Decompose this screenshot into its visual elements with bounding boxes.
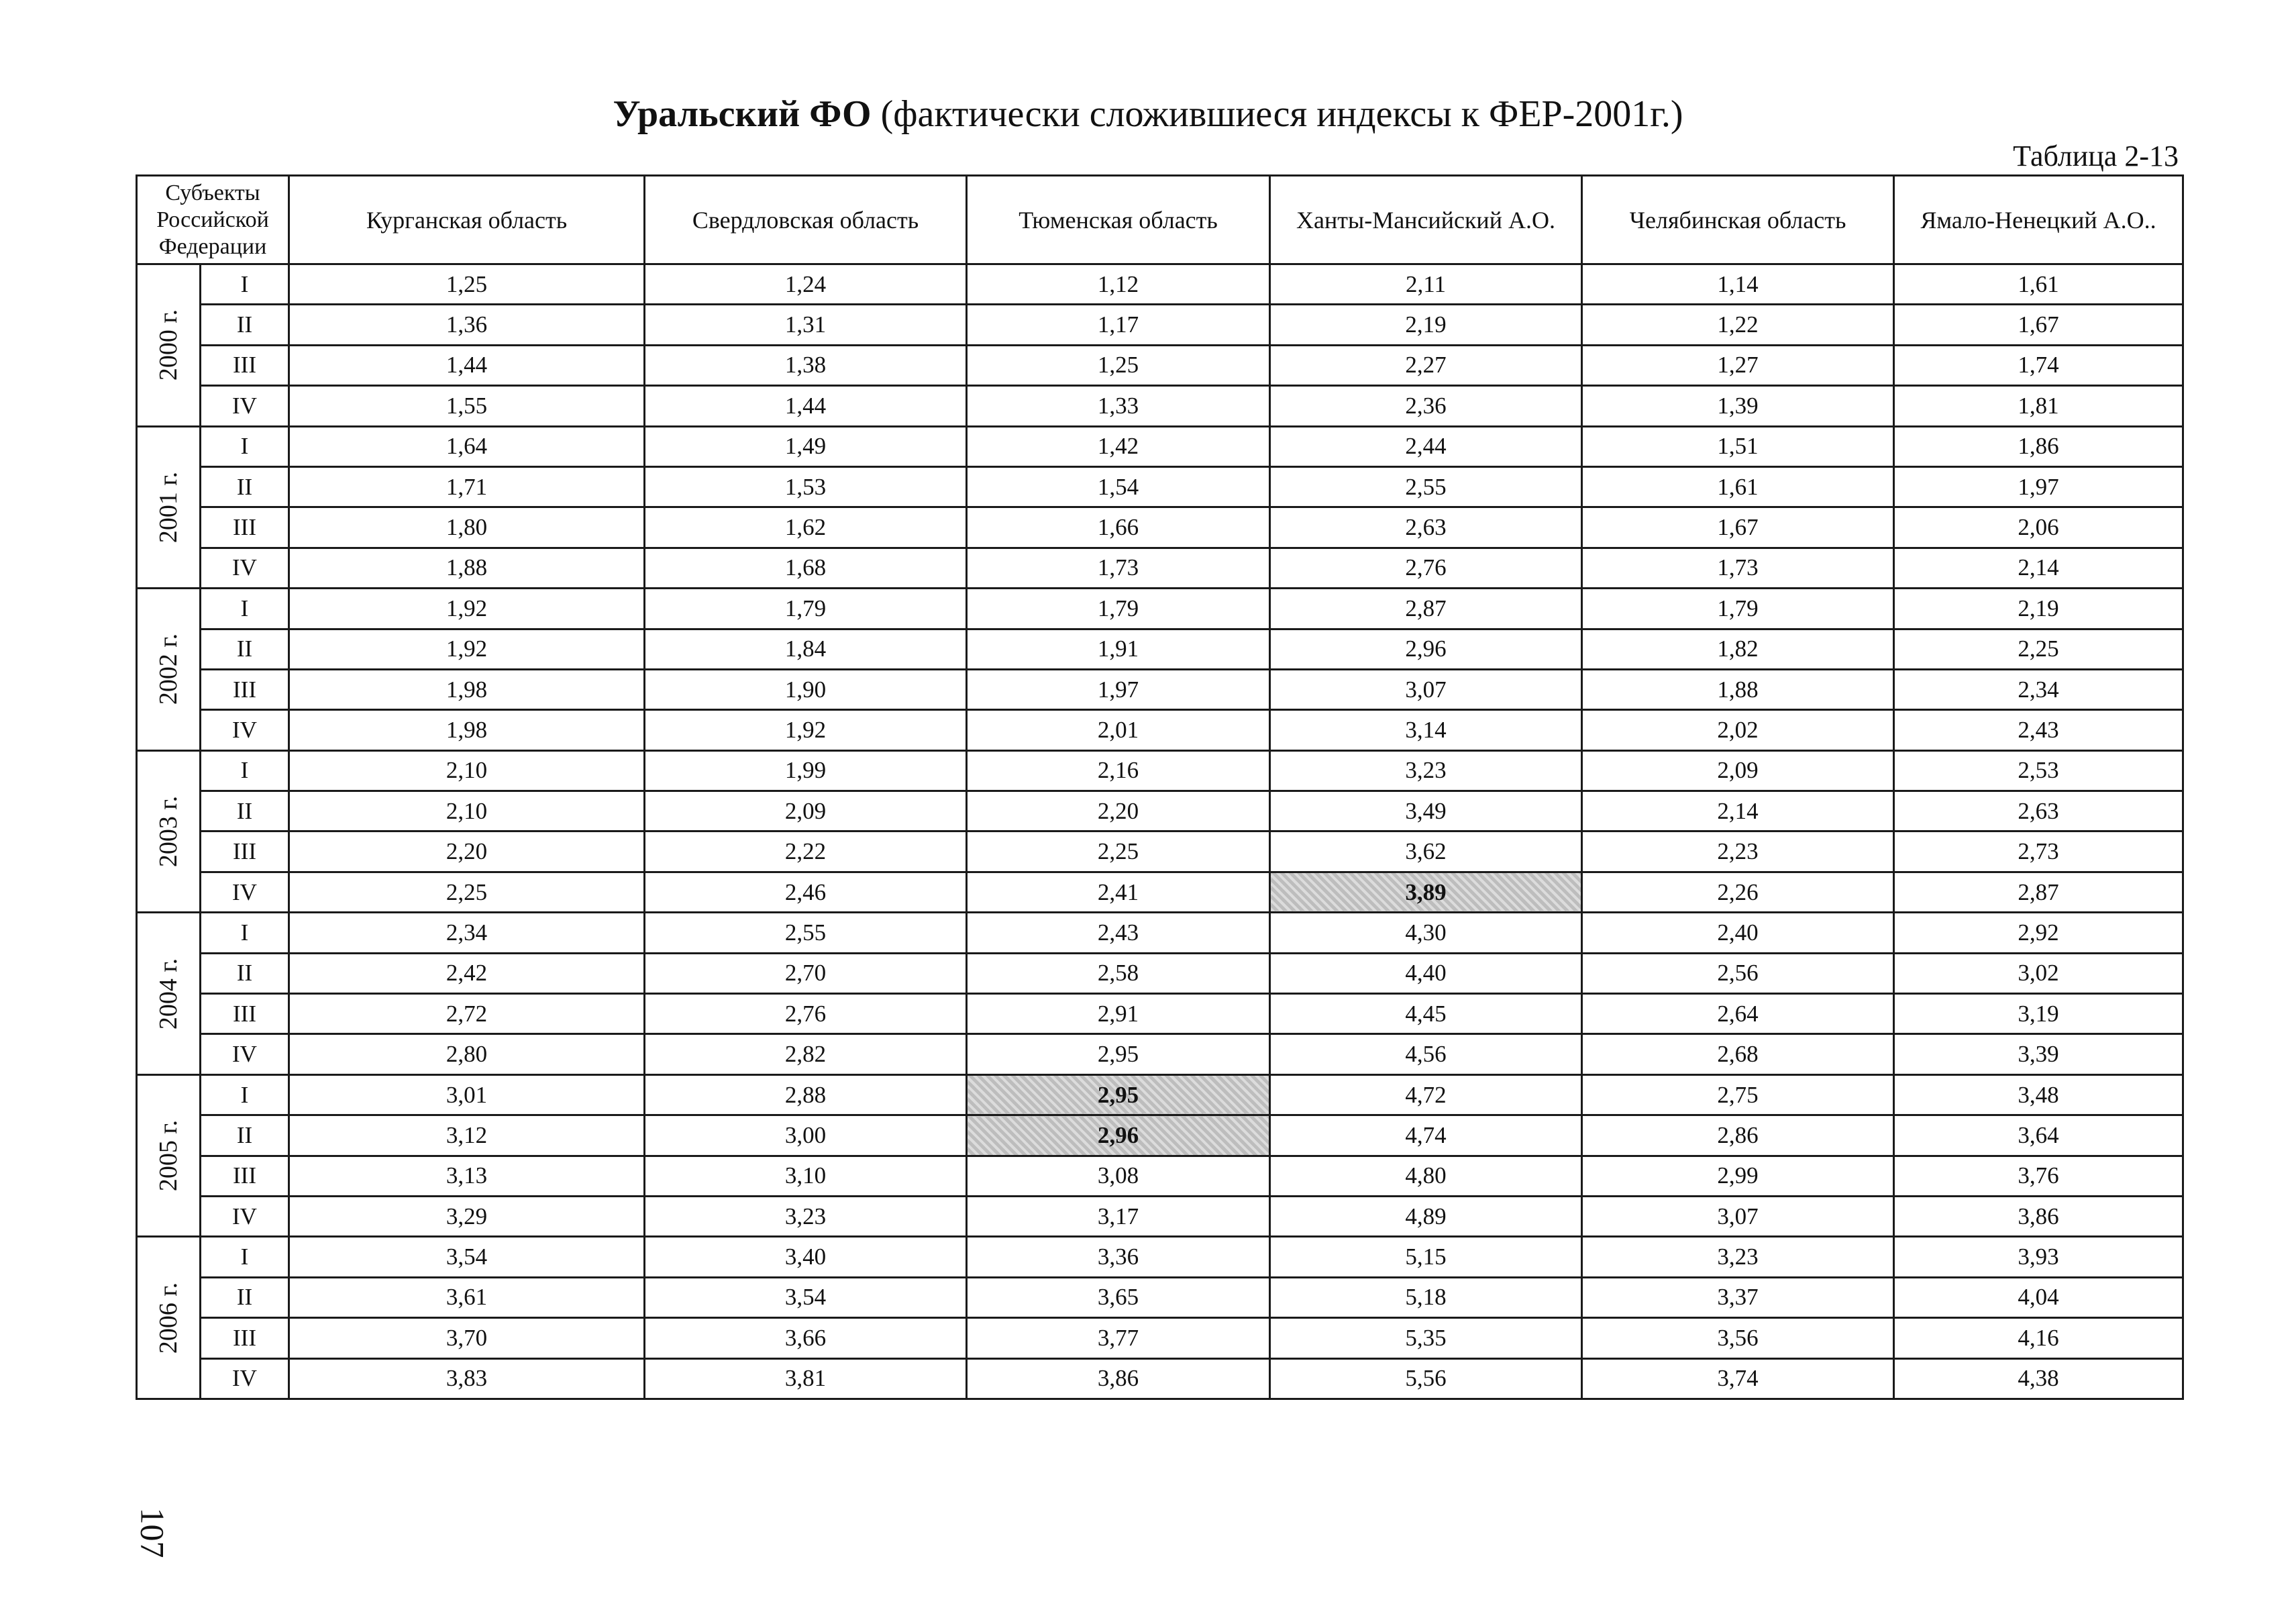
value-cell: 1,67 (1894, 305, 2183, 345)
value-cell: 3,70 (289, 1318, 645, 1358)
value-cell: 1,79 (967, 589, 1270, 629)
value-cell: 1,91 (967, 629, 1270, 669)
value-cell: 1,79 (1582, 589, 1894, 629)
value-cell: 1,97 (967, 669, 1270, 709)
quarter-cell: II (201, 791, 289, 831)
value-cell: 2,42 (289, 953, 645, 993)
table-row (137, 1115, 2183, 1156)
value-cell: 2,23 (1582, 831, 1894, 872)
quarter-cell: IV (201, 1196, 289, 1236)
col-header: Курганская область (289, 176, 645, 264)
quarter-cell: I (201, 1237, 289, 1277)
value-cell: 2,87 (1270, 589, 1582, 629)
value-cell: 3,37 (1582, 1277, 1894, 1317)
value-cell: 2,46 (645, 872, 967, 912)
table-row (137, 589, 2183, 629)
value-cell: 2,92 (1894, 913, 2183, 953)
quarter-cell: I (201, 750, 289, 791)
value-cell: 1,38 (645, 345, 967, 385)
value-cell: 1,53 (645, 466, 967, 507)
value-cell: 2,10 (289, 791, 645, 831)
value-cell: 5,35 (1270, 1318, 1582, 1358)
value-cell: 2,25 (967, 831, 1270, 872)
value-cell: 3,54 (645, 1277, 967, 1317)
value-cell: 4,89 (1270, 1196, 1582, 1236)
col-header: Челябинская область (1582, 176, 1894, 264)
value-cell: 1,44 (289, 345, 645, 385)
value-cell: 3,10 (645, 1156, 967, 1196)
value-cell: 3,89 (1270, 872, 1582, 912)
quarter-cell: II (201, 305, 289, 345)
value-cell: 3,39 (1894, 1034, 2183, 1074)
value-cell: 3,66 (645, 1318, 967, 1358)
year-cell (137, 913, 201, 1075)
value-cell: 3,49 (1270, 791, 1582, 831)
value-cell: 3,86 (967, 1358, 1270, 1399)
value-cell: 3,23 (1582, 1237, 1894, 1277)
quarter-cell: II (201, 1115, 289, 1156)
value-cell: 2,44 (1270, 426, 1582, 466)
table-row (137, 1074, 2183, 1115)
quarter-cell: III (201, 669, 289, 709)
value-cell: 1,62 (645, 507, 967, 548)
value-cell: 1,86 (1894, 426, 2183, 466)
value-cell: 2,25 (289, 872, 645, 912)
value-cell: 3,23 (645, 1196, 967, 1236)
subject-header: Субъекты Российской Федерации (137, 176, 289, 264)
table-row (137, 1196, 2183, 1236)
year-label: 2006 г. (154, 1282, 182, 1354)
table-row (137, 305, 2183, 345)
value-cell: 3,13 (289, 1156, 645, 1196)
value-cell: 1,42 (967, 426, 1270, 466)
value-cell: 3,36 (967, 1237, 1270, 1277)
value-cell: 1,73 (967, 548, 1270, 588)
table-row (137, 831, 2183, 872)
value-cell: 3,29 (289, 1196, 645, 1236)
value-cell: 3,48 (1894, 1074, 2183, 1115)
table-row (137, 953, 2183, 993)
table-row (137, 913, 2183, 953)
value-cell: 5,56 (1270, 1358, 1582, 1399)
value-cell: 2,43 (967, 913, 1270, 953)
value-cell: 3,56 (1582, 1318, 1894, 1358)
value-cell: 5,15 (1270, 1237, 1582, 1277)
value-cell: 2,02 (1582, 710, 1894, 750)
value-cell: 1,39 (1582, 386, 1894, 426)
year-label: 2003 г. (154, 795, 182, 868)
value-cell: 1,22 (1582, 305, 1894, 345)
value-cell: 2,68 (1582, 1034, 1894, 1074)
year-label: 2001 г. (154, 471, 182, 543)
quarter-cell: II (201, 953, 289, 993)
quarter-cell: I (201, 913, 289, 953)
year-label: 2005 г. (154, 1119, 182, 1192)
value-cell: 3,86 (1894, 1196, 2183, 1236)
year-label: 2004 г. (154, 958, 182, 1029)
value-cell: 4,16 (1894, 1318, 2183, 1358)
value-cell: 1,61 (1894, 264, 2183, 305)
value-cell: 4,40 (1270, 953, 1582, 993)
value-cell: 4,80 (1270, 1156, 1582, 1196)
value-cell: 1,67 (1582, 507, 1894, 548)
year-cell (137, 1074, 201, 1237)
value-cell: 2,91 (967, 994, 1270, 1034)
quarter-cell: IV (201, 710, 289, 750)
quarter-cell: III (201, 831, 289, 872)
value-cell: 1,14 (1582, 264, 1894, 305)
page-number: 107 (134, 1507, 172, 1558)
value-cell: 1,12 (967, 264, 1270, 305)
value-cell: 2,80 (289, 1034, 645, 1074)
value-cell: 2,87 (1894, 872, 2183, 912)
value-cell: 1,98 (289, 710, 645, 750)
col-header: Тюменская область (967, 176, 1270, 264)
table-row (137, 1237, 2183, 1277)
value-cell: 2,95 (967, 1074, 1270, 1115)
value-cell: 4,45 (1270, 994, 1582, 1034)
value-cell: 1,64 (289, 426, 645, 466)
value-cell: 2,34 (1894, 669, 2183, 709)
value-cell: 1,99 (645, 750, 967, 791)
value-cell: 2,19 (1270, 305, 1582, 345)
value-cell: 1,68 (645, 548, 967, 588)
value-cell: 2,76 (645, 994, 967, 1034)
value-cell: 1,61 (1582, 466, 1894, 507)
value-cell: 2,16 (967, 750, 1270, 791)
quarter-cell: III (201, 1156, 289, 1196)
value-cell: 2,96 (967, 1115, 1270, 1156)
value-cell: 2,06 (1894, 507, 2183, 548)
value-cell: 1,44 (645, 386, 967, 426)
quarter-cell: IV (201, 872, 289, 912)
value-cell: 1,25 (289, 264, 645, 305)
table-row (137, 1156, 2183, 1196)
value-cell: 3,00 (645, 1115, 967, 1156)
value-cell: 2,10 (289, 750, 645, 791)
value-cell: 3,40 (645, 1237, 967, 1277)
year-label: 2002 г. (154, 634, 182, 705)
quarter-cell: I (201, 426, 289, 466)
value-cell: 2,72 (289, 994, 645, 1034)
value-cell: 2,11 (1270, 264, 1582, 305)
value-cell: 3,14 (1270, 710, 1582, 750)
year-label: 2000 г. (154, 309, 182, 381)
col-header: Свердловская область (645, 176, 967, 264)
value-cell: 1,82 (1582, 629, 1894, 669)
value-cell: 2,20 (289, 831, 645, 872)
value-cell: 2,63 (1894, 791, 2183, 831)
table-row (137, 1358, 2183, 1399)
value-cell: 1,98 (289, 669, 645, 709)
table-row (137, 669, 2183, 709)
table-row (137, 994, 2183, 1034)
value-cell: 1,88 (289, 548, 645, 588)
value-cell: 3,19 (1894, 994, 2183, 1034)
quarter-cell: III (201, 994, 289, 1034)
value-cell: 2,95 (967, 1034, 1270, 1074)
table-row (137, 426, 2183, 466)
value-cell: 4,38 (1894, 1358, 2183, 1399)
value-cell: 4,56 (1270, 1034, 1582, 1074)
value-cell: 2,82 (645, 1034, 967, 1074)
title-rest: (фактически сложившиеся индексы к ФЕР-2001г.) (871, 93, 1683, 135)
value-cell: 4,30 (1270, 913, 1582, 953)
value-cell: 1,73 (1582, 548, 1894, 588)
value-cell: 1,54 (967, 466, 1270, 507)
quarter-cell: I (201, 589, 289, 629)
quarter-cell: IV (201, 1358, 289, 1399)
value-cell: 2,53 (1894, 750, 2183, 791)
year-cell (137, 589, 201, 751)
value-cell: 2,96 (1270, 629, 1582, 669)
quarter-cell: I (201, 1074, 289, 1115)
value-cell: 3,83 (289, 1358, 645, 1399)
col-header: Ханты-Мансийский А.О. (1270, 176, 1582, 264)
value-cell: 3,61 (289, 1277, 645, 1317)
value-cell: 1,92 (289, 589, 645, 629)
value-cell: 2,99 (1582, 1156, 1894, 1196)
value-cell: 3,64 (1894, 1115, 2183, 1156)
quarter-cell: I (201, 264, 289, 305)
value-cell: 2,58 (967, 953, 1270, 993)
index-table (136, 174, 2184, 1400)
value-cell: 1,80 (289, 507, 645, 548)
value-cell: 3,76 (1894, 1156, 2183, 1196)
table-row (137, 386, 2183, 426)
value-cell: 1,74 (1894, 345, 2183, 385)
table-row (137, 750, 2183, 791)
value-cell: 1,33 (967, 386, 1270, 426)
value-cell: 2,86 (1582, 1115, 1894, 1156)
value-cell: 2,76 (1270, 548, 1582, 588)
value-cell: 3,08 (967, 1156, 1270, 1196)
value-cell: 2,09 (1582, 750, 1894, 791)
value-cell: 1,81 (1894, 386, 2183, 426)
value-cell: 2,01 (967, 710, 1270, 750)
quarter-cell: III (201, 507, 289, 548)
table-row (137, 466, 2183, 507)
value-cell: 2,73 (1894, 831, 2183, 872)
value-cell: 2,14 (1582, 791, 1894, 831)
value-cell: 3,02 (1894, 953, 2183, 993)
value-cell: 1,24 (645, 264, 967, 305)
value-cell: 3,23 (1270, 750, 1582, 791)
table-row (137, 629, 2183, 669)
value-cell: 2,43 (1894, 710, 2183, 750)
value-cell: 1,71 (289, 466, 645, 507)
table-row (137, 345, 2183, 385)
value-cell: 2,56 (1582, 953, 1894, 993)
value-cell: 1,17 (967, 305, 1270, 345)
value-cell: 2,88 (645, 1074, 967, 1115)
value-cell: 1,31 (645, 305, 967, 345)
value-cell: 1,49 (645, 426, 967, 466)
table-number: Таблица 2-13 (2013, 140, 2179, 172)
table-row (137, 710, 2183, 750)
value-cell: 2,34 (289, 913, 645, 953)
quarter-cell: II (201, 629, 289, 669)
value-cell: 2,55 (1270, 466, 1582, 507)
table-row (137, 548, 2183, 588)
quarter-cell: IV (201, 1034, 289, 1074)
value-cell: 3,12 (289, 1115, 645, 1156)
year-cell (137, 264, 201, 427)
value-cell: 2,64 (1582, 994, 1894, 1034)
year-cell (137, 750, 201, 913)
value-cell: 2,40 (1582, 913, 1894, 953)
value-cell: 2,26 (1582, 872, 1894, 912)
value-cell: 4,04 (1894, 1277, 2183, 1317)
value-cell: 2,55 (645, 913, 967, 953)
value-cell: 3,01 (289, 1074, 645, 1115)
value-cell: 2,63 (1270, 507, 1582, 548)
table-row (137, 791, 2183, 831)
value-cell: 2,27 (1270, 345, 1582, 385)
value-cell: 3,81 (645, 1358, 967, 1399)
value-cell: 3,07 (1582, 1196, 1894, 1236)
quarter-cell: III (201, 345, 289, 385)
value-cell: 3,17 (967, 1196, 1270, 1236)
col-header: Ямало-Ненецкий А.О.. (1894, 176, 2183, 264)
table-row (137, 507, 2183, 548)
value-cell: 1,90 (645, 669, 967, 709)
value-cell: 1,51 (1582, 426, 1894, 466)
value-cell: 3,07 (1270, 669, 1582, 709)
value-cell: 4,72 (1270, 1074, 1582, 1115)
quarter-cell: II (201, 1277, 289, 1317)
table-row (137, 1034, 2183, 1074)
value-cell: 2,25 (1894, 629, 2183, 669)
table-row (137, 1277, 2183, 1317)
value-cell: 1,36 (289, 305, 645, 345)
value-cell: 3,93 (1894, 1237, 2183, 1277)
value-cell: 3,65 (967, 1277, 1270, 1317)
table-body (137, 264, 2183, 1399)
value-cell: 3,54 (289, 1237, 645, 1277)
value-cell: 2,09 (645, 791, 967, 831)
value-cell: 2,14 (1894, 548, 2183, 588)
value-cell: 2,41 (967, 872, 1270, 912)
header-row (137, 176, 2183, 264)
value-cell: 4,74 (1270, 1115, 1582, 1156)
value-cell: 2,70 (645, 953, 967, 993)
value-cell: 1,88 (1582, 669, 1894, 709)
table-row (137, 872, 2183, 912)
value-cell: 1,25 (967, 345, 1270, 385)
value-cell: 1,92 (645, 710, 967, 750)
title-bold: Уральский ФО (613, 93, 872, 135)
value-cell: 1,84 (645, 629, 967, 669)
value-cell: 3,77 (967, 1318, 1270, 1358)
quarter-cell: IV (201, 386, 289, 426)
year-cell (137, 1237, 201, 1399)
value-cell: 2,22 (645, 831, 967, 872)
value-cell: 3,74 (1582, 1358, 1894, 1399)
quarter-cell: IV (201, 548, 289, 588)
value-cell: 5,18 (1270, 1277, 1582, 1317)
value-cell: 1,55 (289, 386, 645, 426)
value-cell: 1,92 (289, 629, 645, 669)
table-row (137, 264, 2183, 305)
page-title (0, 87, 2296, 141)
table-row (137, 1318, 2183, 1358)
quarter-cell: III (201, 1318, 289, 1358)
value-cell: 1,79 (645, 589, 967, 629)
value-cell: 3,62 (1270, 831, 1582, 872)
value-cell: 2,19 (1894, 589, 2183, 629)
year-cell (137, 426, 201, 589)
quarter-cell: II (201, 466, 289, 507)
value-cell: 2,20 (967, 791, 1270, 831)
value-cell: 1,97 (1894, 466, 2183, 507)
value-cell: 2,75 (1582, 1074, 1894, 1115)
value-cell: 2,36 (1270, 386, 1582, 426)
value-cell: 1,27 (1582, 345, 1894, 385)
value-cell: 1,66 (967, 507, 1270, 548)
